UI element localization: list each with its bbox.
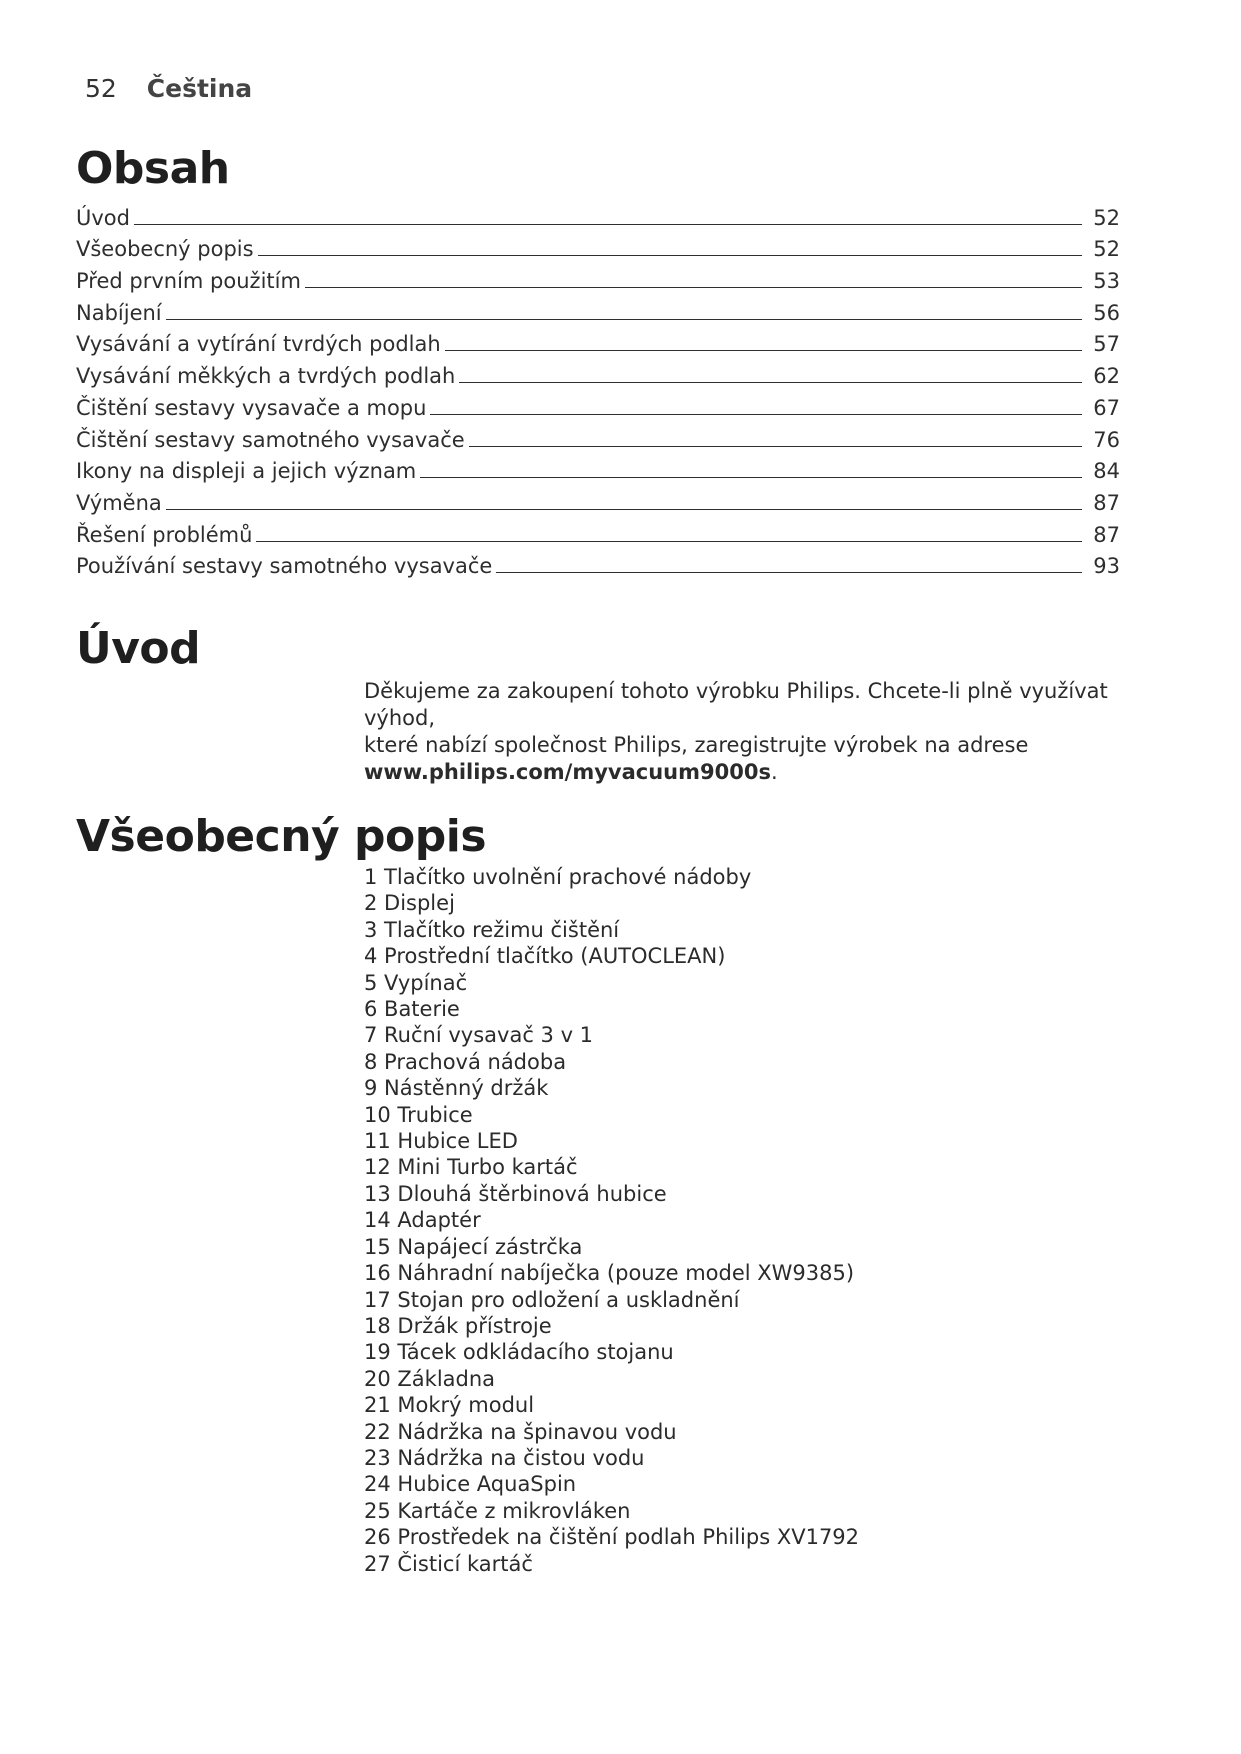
toc-leader-line	[305, 287, 1082, 288]
toc-entry-page: 67	[1093, 395, 1120, 420]
parts-list-item: 17 Stojan pro odložení a uskladnění	[364, 1287, 740, 1312]
parts-list-item: 2 Displej	[364, 891, 455, 916]
toc-entry[interactable]	[76, 547, 1120, 579]
toc-leader-line	[256, 541, 1082, 542]
toc-entry-label: Čištění sestavy vysavače a mopu	[76, 395, 427, 420]
toc-entry[interactable]	[76, 483, 1120, 515]
parts-list-item: 23 Nádržka na čistou vodu	[364, 1445, 645, 1470]
parts-list-item: 24 Hubice AquaSpin	[364, 1472, 577, 1497]
parts-list	[364, 864, 1124, 1577]
parts-list-item: 21 Mokrý modul	[364, 1393, 535, 1418]
parts-list-item: 16 Náhradní nabíječka (pouze model XW9385)	[364, 1261, 855, 1286]
parts-list-item: 20 Základna	[364, 1366, 496, 1391]
toc-entry-page: 52	[1093, 237, 1120, 262]
intro-text-line1: Děkujeme za zakoupení tohoto výrobku Philips. Chcete-li plně využívat výhod,	[364, 679, 1108, 730]
toc-leader-line	[166, 319, 1082, 320]
parts-list-item: 15 Napájecí zástrčka	[364, 1234, 583, 1259]
page-header	[85, 74, 252, 103]
parts-list-item: 12 Mini Turbo kartáč	[364, 1155, 578, 1180]
parts-list-item: 1 Tlačítko uvolnění prachové nádoby	[364, 865, 752, 889]
toc-leader-line	[496, 572, 1082, 573]
toc-entry-page: 87	[1093, 490, 1120, 515]
toc-entry-page: 84	[1093, 459, 1120, 484]
toc-entry-label: Používání sestavy samotného vysavače	[76, 554, 493, 579]
toc-entry[interactable]	[76, 356, 1120, 388]
parts-list-item: 19 Tácek odkládacího stojanu	[364, 1340, 674, 1365]
parts-list-item: 26 Prostředek na čištění podlah Philips XV1792	[364, 1525, 860, 1550]
toc-entry-page: 87	[1093, 522, 1120, 547]
parts-list-item: 11 Hubice LED	[364, 1129, 518, 1154]
toc-entry-page: 52	[1093, 205, 1120, 230]
toc-entry-label: Vysávání a vytírání tvrdých podlah	[76, 332, 441, 357]
intro-text-line2: které nabízí společnost Philips, zaregistrujte výrobek na adrese	[364, 733, 1029, 757]
toc-leader-line	[459, 382, 1082, 383]
toc-entry-label: Nabíjení	[76, 300, 162, 325]
toc-title: Obsah	[76, 143, 230, 194]
parts-list-item: 25 Kartáče z mikrovláken	[364, 1498, 631, 1523]
parts-list-item: 27 Čisticí kartáč	[364, 1551, 533, 1576]
toc-entry-page: 57	[1093, 332, 1120, 357]
parts-list-item: 10 Trubice	[364, 1102, 473, 1127]
intro-paragraph	[364, 678, 1144, 786]
toc-entry[interactable]	[76, 388, 1120, 420]
toc-entry[interactable]	[76, 293, 1120, 325]
toc-entry[interactable]	[76, 420, 1120, 452]
toc-entry[interactable]	[76, 515, 1120, 547]
page-number: 52	[85, 74, 117, 103]
toc-entry-page: 53	[1093, 269, 1120, 294]
toc-entry-page: 76	[1093, 427, 1120, 452]
toc-entry-label: Řešení problémů	[76, 522, 253, 547]
toc-entry[interactable]	[76, 452, 1120, 484]
toc-leader-line	[258, 255, 1082, 256]
toc-entry-label: Úvod	[76, 205, 130, 230]
toc-entry-page: 93	[1093, 554, 1120, 579]
parts-list-item: 9 Nástěnný držák	[364, 1076, 549, 1101]
parts-list-item: 5 Vypínač	[364, 970, 468, 995]
parts-list-item: 18 Držák přístroje	[364, 1313, 552, 1338]
toc-entry-label: Výměna	[76, 490, 162, 515]
section-language: Čeština	[146, 74, 253, 103]
parts-list-item: 4 Prostřední tlačítko (AUTOCLEAN)	[364, 944, 726, 969]
toc-leader-line	[166, 509, 1082, 510]
toc-entry-label: Před prvním použitím	[76, 269, 301, 294]
parts-list-item: 22 Nádržka na špinavou vodu	[364, 1419, 677, 1444]
toc-leader-line	[134, 224, 1082, 225]
toc-leader-line	[420, 477, 1082, 478]
intro-url[interactable]: www.philips.com/myvacuum9000s	[364, 760, 771, 784]
toc-leader-line	[430, 414, 1082, 415]
toc-entry[interactable]	[76, 198, 1120, 230]
toc-leader-line	[469, 446, 1082, 447]
intro-url-suffix: .	[770, 760, 778, 784]
toc-entry-label: Ikony na displeji a jejich význam	[76, 459, 417, 484]
toc-entry-label: Čištění sestavy samotného vysavače	[76, 427, 465, 452]
parts-list-item: 14 Adaptér	[364, 1208, 481, 1233]
toc-leader-line	[445, 350, 1082, 351]
parts-list-item: 7 Ruční vysavač 3 v 1	[364, 1023, 594, 1048]
parts-list-item: 8 Prachová nádoba	[364, 1049, 567, 1074]
toc-entry[interactable]	[76, 261, 1120, 293]
parts-list-item: 3 Tlačítko režimu čištění	[364, 917, 620, 942]
parts-list-item: 13 Dlouhá štěrbinová hubice	[364, 1181, 667, 1206]
toc-entry-label: Všeobecný popis	[76, 237, 254, 262]
intro-title: Úvod	[76, 623, 201, 674]
toc-entry[interactable]	[76, 325, 1120, 357]
parts-list-item: 6 Baterie	[364, 997, 460, 1022]
general-description-title: Všeobecný popis	[76, 811, 487, 862]
table-of-contents	[76, 198, 1120, 578]
toc-entry-page: 56	[1093, 300, 1120, 325]
toc-entry-page: 62	[1093, 364, 1120, 389]
toc-entry[interactable]	[76, 230, 1120, 262]
toc-entry-label: Vysávání měkkých a tvrdých podlah	[76, 364, 456, 389]
